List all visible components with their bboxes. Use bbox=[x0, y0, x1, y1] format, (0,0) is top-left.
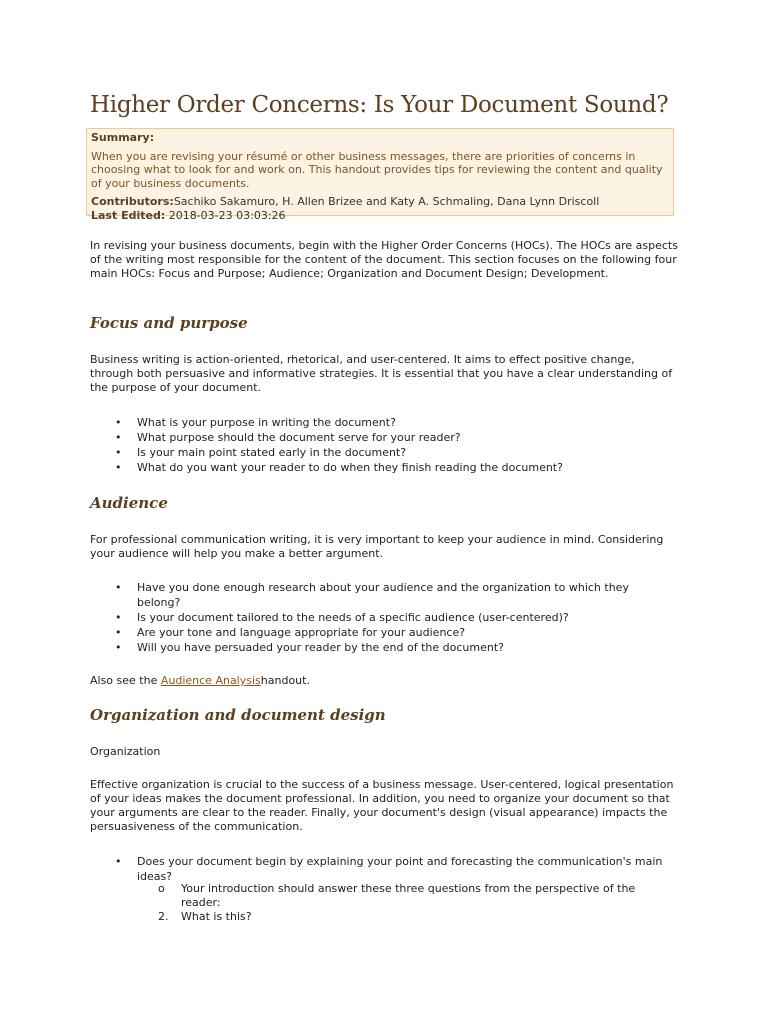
last-edited-value: 2018-03-23 03:03:26 bbox=[165, 208, 286, 222]
also-see-suffix: handout. bbox=[260, 674, 310, 687]
list-item: • Is your main point stated early in the document? bbox=[112, 445, 672, 460]
list-item: • Is your document tailored to the needs of a specific audience (user-centered)? bbox=[112, 610, 672, 625]
contributors-label: Contributors: bbox=[91, 195, 174, 208]
summary-label: Summary: bbox=[91, 131, 155, 144]
last-edited-line bbox=[91, 209, 669, 223]
intro-paragraph: In revising your business documents, begin with the Higher Order Concerns (HOCs). The HOCs are aspects of the writing most responsible for the content of the document. This section focuses on the following four main HOCs: Focus and Purpose; Audience; Organization and Document Design; Development. bbox=[90, 239, 678, 280]
audience-analysis-link[interactable]: Audience Analysis bbox=[160, 674, 261, 687]
focus-bullet-list bbox=[112, 415, 672, 475]
organization-subheading: Organization bbox=[90, 745, 161, 758]
heading-focus-purpose: Focus and purpose bbox=[90, 314, 248, 332]
list-item: • Have you done enough research about your audience and the organization to which they belong? bbox=[112, 580, 672, 610]
numbered-list-text: What is this? bbox=[181, 910, 252, 923]
list-item: • Are your tone and language appropriate for your audience? bbox=[112, 625, 672, 640]
sub-list-text: Your introduction should answer these three questions from the perspective of the reader: bbox=[181, 882, 636, 909]
also-see-line bbox=[90, 674, 680, 688]
list-item: • What is your purpose in writing the document? bbox=[112, 415, 672, 430]
page-title: Higher Order Concerns: Is Your Document Sound? bbox=[90, 92, 669, 118]
focus-paragraph: Business writing is action-oriented, rhetorical, and user-centered. It aims to effect positive change, through both persuasive and informative strategies. It is essential that you have a clear understanding of the purpose of your document. bbox=[90, 353, 673, 394]
heading-organization-design: Organization and document design bbox=[90, 706, 386, 724]
summary-text: When you are revising your résumé or other business messages, there are priorities of concerns in choosing what to look for and work on. This handout provides tips for reviewing the content and quality of your business documents. bbox=[91, 149, 663, 190]
audience-bullet-list bbox=[112, 580, 672, 655]
list-item: • Will you have persuaded your reader by the end of the document? bbox=[112, 640, 672, 655]
audience-paragraph: For professional communication writing, it is very important to keep your audience in mind. Considering your audience will help you make a better argument. bbox=[90, 533, 664, 560]
last-edited-label: Last Edited: bbox=[91, 208, 166, 222]
heading-audience: Audience bbox=[90, 494, 168, 512]
contributors-line bbox=[91, 195, 669, 209]
sub-list-marker: o bbox=[158, 882, 165, 895]
list-item: • What do you want your reader to do when they finish reading the document? bbox=[112, 460, 672, 475]
list-item: • What purpose should the document serve for your reader? bbox=[112, 430, 672, 445]
numbered-list-marker: 2. bbox=[158, 910, 169, 923]
list-item: • Does your document begin by explaining your point and forecasting the communication's main ideas? bbox=[112, 854, 672, 884]
also-see-prefix: Also see the bbox=[90, 674, 161, 687]
organization-paragraph: Effective organization is crucial to the success of a business message. User-centered, logical presentation of your ideas makes the document professional. In addition, you need to organize your document so that your arguments are clear to the reader. Finally, your document's design (visual appearance) impacts the persuasiveness of the communication. bbox=[90, 778, 674, 833]
organization-bullet-list bbox=[112, 854, 672, 884]
numbered-list-item bbox=[158, 910, 252, 924]
contributors-value: Sachiko Sakamuro, H. Allen Brizee and Katy A. Schmaling, Dana Lynn Driscoll bbox=[173, 195, 600, 208]
sub-list-item bbox=[158, 882, 678, 910]
summary-box bbox=[86, 128, 674, 222]
